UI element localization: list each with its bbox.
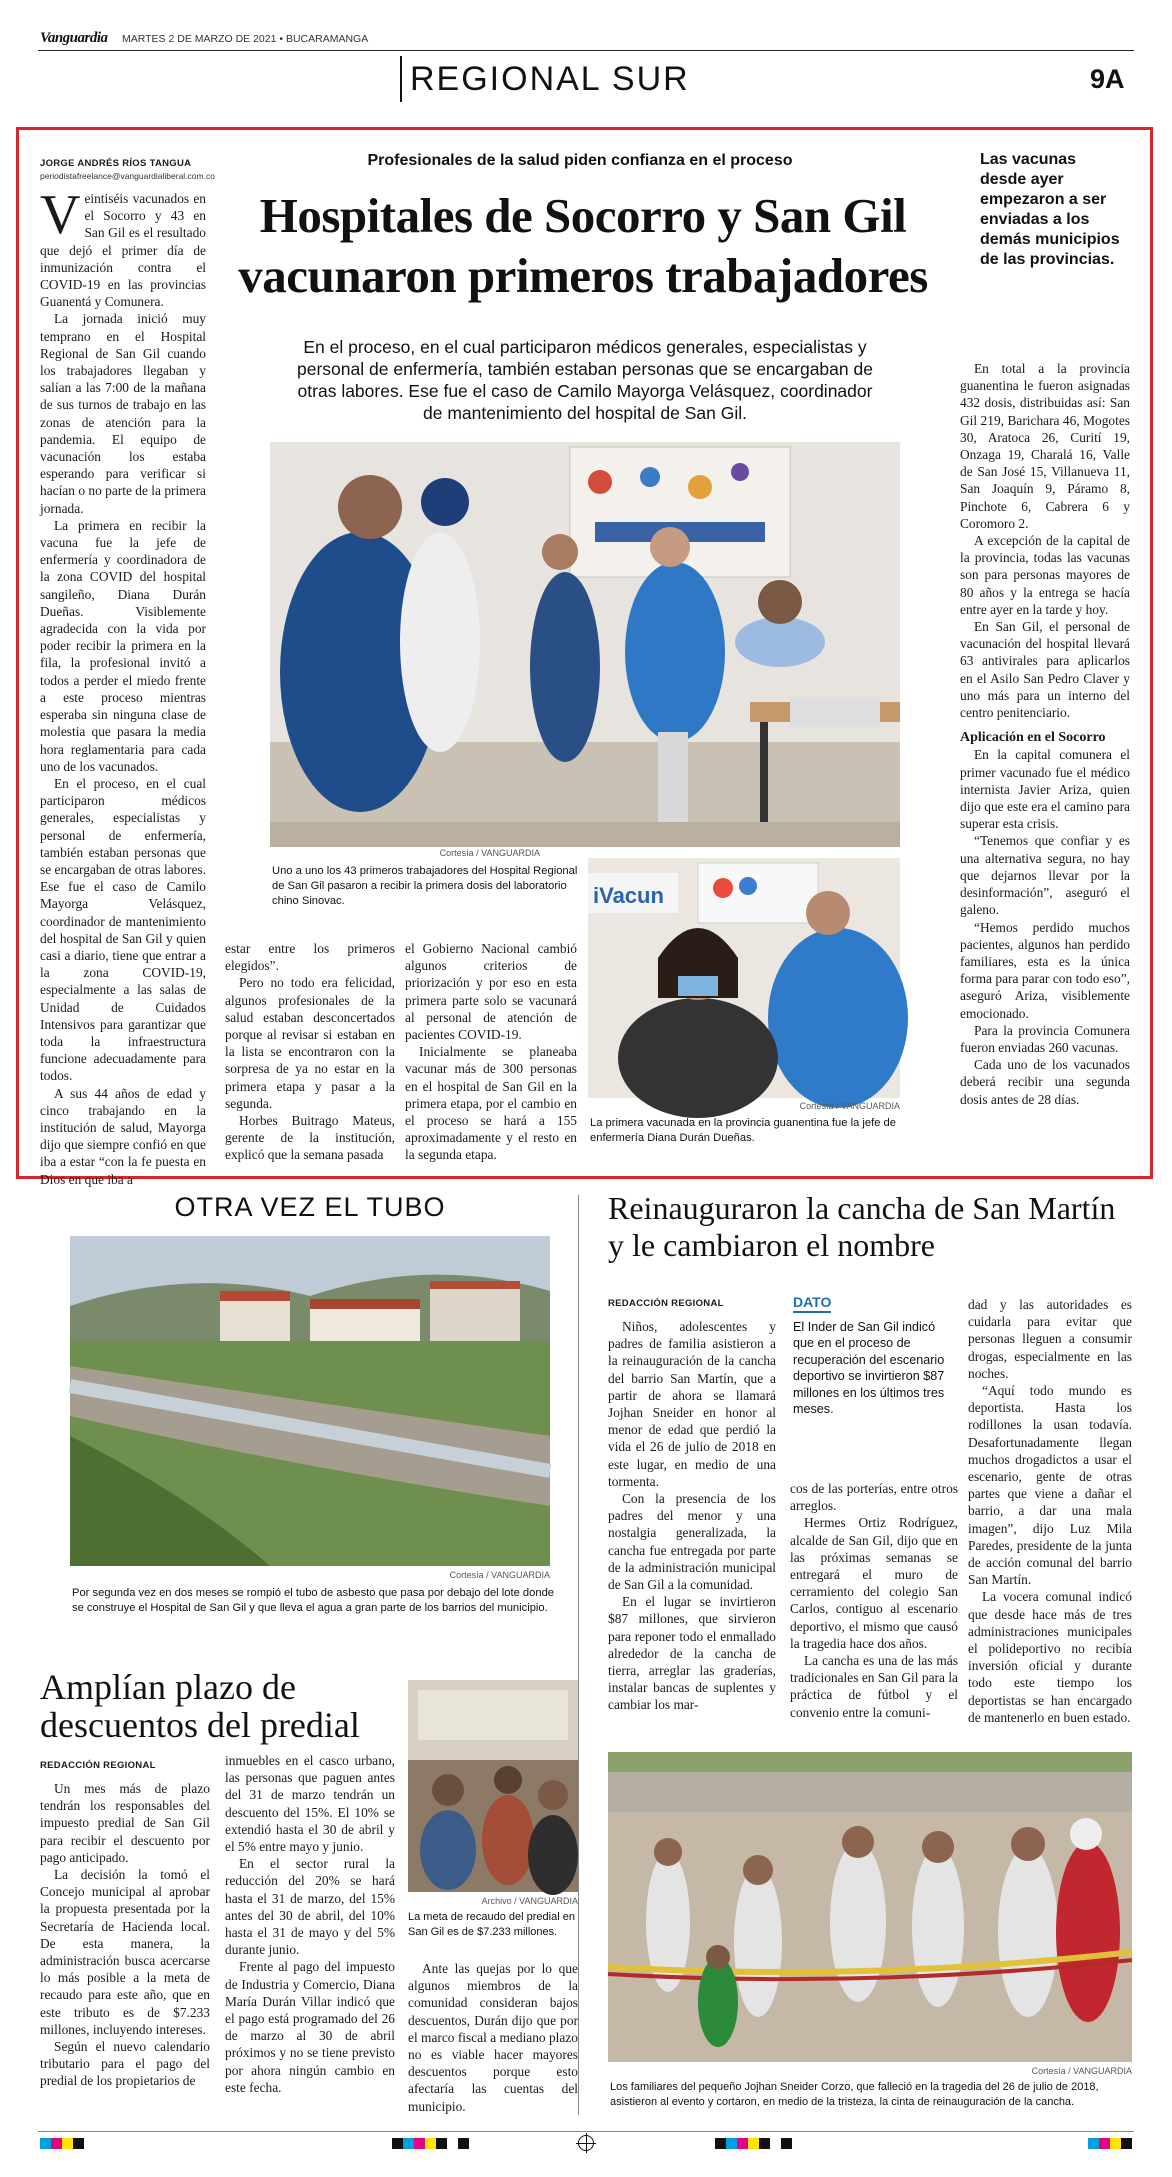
main-right-p2: A excepción de la capital de la provincia, todas las vacunas son para personas mayores de 80 años y la entrega se hacía entre ayer en la tarde y hoy. xyxy=(960,533,1130,617)
tubo-credit: Cortesía / VANGUARDIA xyxy=(449,1570,550,1580)
cancha-photo-credit: Cortesía / VANGUARDIA xyxy=(1031,2066,1132,2076)
photo-broken-pipe-illustration xyxy=(70,1236,550,1566)
tubo-caption: Por segunda vez en dos meses se rompió el tubo de asbesto que pasa por debajo del lote donde se construye el Hospital de San Gil y que lleva el agua a gran parte de los barrios del municipio. xyxy=(72,1587,555,1614)
main-right-p6: “Hemos perdido muchos pacientes, algunos han perdido familiares, esta es la única forma para parar con todo eso”, aseguró Ariza, visiblemente emocionado. xyxy=(960,919,1130,1021)
predial-col3-p1: Ante las quejas por lo que algunos miembros de la comunidad consideran bajos descuentos, Durán dijo que por el marco fiscal a mediano plazo no es viable hacer mayores descuentos porque esto afectaría las cuentas del municipio. xyxy=(408,1961,578,2114)
photo1-caption: Uno a uno los 43 primeros trabajadores del Hospital Regional de San Gil pasaron a recibir la primera dosis del laboratorio chino Sinovac. xyxy=(272,865,578,907)
main-subhead: Aplicación en el Socorro xyxy=(960,730,1106,746)
cancha-col3-p1: dad y las autoridades es cuidarla para evitar que personas lleguen a consumir drogas, especialmente en las noches. xyxy=(968,1297,1132,1381)
header-rule xyxy=(38,50,1134,51)
cancha-col3-p2: “Aquí todo mundo es deportista. Hasta los rodillones la usan todavía. Desafortunadamente llegan muchos drogadictos a usar el escenario, gente de otras partes que viene a dañar el barrio, a dar una mala imagen”, dijo Luz Mila Paredes, presidente de la junta de acción comunal del barrio San Martín. xyxy=(968,1383,1132,1588)
main-right-p7: Para la provincia Comunera fueron enviadas 260 vacunas. xyxy=(960,1022,1130,1055)
cancha-col3-p3: La vocera comunal indicó que desde hace más de tres administraciones municipales el polideportivo no recibía inversión oficial y durante todo este tiempo los deportistas se han encargado de mantenerlo en buen estado. xyxy=(968,1589,1132,1725)
photo-ribbon-cutting-illustration xyxy=(608,1752,1132,2062)
color-bar-left xyxy=(392,2138,469,2149)
main-right-p5: “Tenemos que confiar y es una alternativa segura, no hay que dejarnos llevar por la desinformación”, aseguró el galeno. xyxy=(960,833,1130,918)
photo2-caption: La primera vacunada en la provincia guanentina fue la jefe de enfermería Diana Durán Dueñas. xyxy=(590,1117,897,1144)
main-byline-email: periodistafreelance@vanguardialiberal.com.co xyxy=(40,171,215,181)
main-right-p1: En total a la provincia guanentina le fueron asignadas 432 dosis, distribuidas así: San Gil 219, Barichara 46, Mogotes 30, Aratoca 26, Curití 19, Onzaga 19, Charalá 16, Valle de San José 15, Villanueva 11, San Joaquín 9, Páramo 8, Pinchote 6, Cabrera 6 y Coromoro 2. xyxy=(960,361,1130,531)
main-col1-first: eintiséis vacunados en el Socorro y 43 en San Gil es el resultado que dejó el primer día de inmunización contra el COVID-19 en las provincias Guanentá y Comunera. xyxy=(40,191,206,310)
predial-col2-p3: Frente al pago del impuesto de Industria y Comercio, Diana María Durán Villar indicó que el pago está programado del 26 de marzo al 30 de abril próximos y no se tiene previsto por ahora ningún cambio en este fecha. xyxy=(225,1959,395,2095)
drop-cap: V xyxy=(40,184,81,246)
main-column-1 xyxy=(40,184,206,1187)
photo-predial-office-illustration xyxy=(408,1680,578,1892)
predial-column-1 xyxy=(40,1780,210,2112)
main-col1-p3: La primera en recibir la vacuna fue la jefe de enfermería y coordinadora de la zona COVID del hospital sangileño, Diana Durán Dueñas. Visiblemente agradecida con la vida por poder recibir la primera en la fila, la profesional invitó a todos a perder el miedo frente a este proceso mientras esperaba sin ninguna clase de molestia que pasara la media hora reglamentaria para cada uno de los vacunados. xyxy=(40,517,206,774)
main-headline: Hospitales de Socorro y San Gil vacunaron primeros trabajadores xyxy=(238,188,928,303)
svg-text:iVacun: iVacun xyxy=(593,883,664,908)
main-col2-p2: Pero no todo era felicidad, algunos profesionales de la salud estaban desconcertados porque al revisar si estaban en la lista se encontraron con la sorpresa de ya no estar en la primera etapa y pasar a la segunda. xyxy=(225,975,395,1111)
predial-byline: REDACCIÓN REGIONAL xyxy=(40,1760,156,1771)
section-title: REGIONAL SUR xyxy=(410,60,690,98)
predial-col1-p3: Según el nuevo calendario tributario para el pago del predial de los propietarios de xyxy=(40,2039,210,2089)
main-deck: En el proceso, en el cual participaron médicos generales, especialistas y personal de enfermería, también estaban personas que se encargaban de otras labores. Ese fue el caso de Camilo Mayorga Velásquez, coordinador de mantenimiento del hospital de San Gil. xyxy=(297,337,873,423)
footer-rule xyxy=(38,2131,1134,2132)
photo-ribbon-cutting xyxy=(608,1752,1132,2062)
cancha-col1-p3: En el lugar se invirtieron $87 millones, que sirvieron para reponer todo el enmallado alrededor de la cancha de tierra, arreglar las graderías, instalar bancas de suplentes y cambiar los mar- xyxy=(608,1594,776,1713)
predial-col1-p1: Un mes más de plazo tendrán los responsables del impuesto predial de San Gil para recibir el descuento por pago anticipado. xyxy=(40,1781,210,1865)
cancha-byline: REDACCIÓN REGIONAL xyxy=(608,1298,724,1309)
main-col1-p5: A sus 44 años de edad y cinco trabajando en la institución de salud, Mayorga dijo que siempre confió en que iba a estar “con la fe puesta en Dios en que iba a xyxy=(40,1085,206,1187)
cancha-headline: Reinauguraron la cancha de San Martín y le cambiaron el nombre xyxy=(608,1190,1116,1263)
main-col1-p2: La jornada inició muy temprano en el Hospital Regional de San Gil cuando los trabajadores llegaban y salían a las 7:00 de la mañana de sus turnos de trabajo en las zonas de atención para la pandemia. El equipo de vacunación los estaba esperando para verificar si hacían o no parte de la primera jornada. xyxy=(40,311,206,516)
predial-column-2 xyxy=(225,1752,395,2112)
predial-col1-p2: La decisión la tomó el Concejo municipal al aprobar la propuesta presentada por la Secretaría de Hacienda local. De esta manera, la administración busca acercarse lo más posible a la meta de recaudo para este año, que en este tributo es de $7.233 millones, incluyendo intereses. xyxy=(40,1867,210,2037)
cancha-col2-p3: La cancha es una de las más tradicionales en San Gil para la práctica de fútbol y el convenio entre la comuni- xyxy=(790,1653,958,1720)
cancha-column-1 xyxy=(608,1318,776,1748)
predial-photo-credit: Archivo / VANGUARDIA xyxy=(481,1896,578,1906)
main-col3-p2: Inicialmente se planeaba vacunar más de 300 personas en el hospital de San Gil en la primera etapa, por el cambio en el proceso se hará a 155 aproximadamente y el resto en la segunda etapa. xyxy=(405,1044,577,1163)
registration-mark-icon xyxy=(578,2135,594,2151)
section-divider xyxy=(400,56,402,102)
cancha-col1-p1: Niños, adolescentes y padres de familia asistieron a la reinauguración de la cancha del barrio San Martín, que a partir de ahora se llamará Jojhan Sneider en honor al menor de edad que perdió la vida el 26 de julio de 2018 en este lugar, en medio de una tormenta. xyxy=(608,1319,776,1489)
predial-col2-p2: En el sector rural la reducción del 20% se hará hasta el 31 de marzo, del 15% antes del 30 de abril, del 10% hasta el 31 de mayo y del 5% durante junio. xyxy=(225,1856,395,1958)
photo-vaccination-room xyxy=(270,442,900,847)
main-column-right xyxy=(960,360,1130,1160)
masthead-logo[interactable]: Vanguardia xyxy=(40,30,108,46)
page-number: 9A xyxy=(1090,64,1125,94)
predial-col2-p1: inmuebles en el casco urbano, las personas que paguen antes del 31 de marzo tendrán un descuento del 15%. El 10% se extendió hasta el 30 de abril y el 5% entre mayo y junio. xyxy=(225,1753,395,1855)
dato-label: DATO xyxy=(793,1294,831,1313)
main-byline-name: JORGE ANDRÉS RÍOS TANGUA xyxy=(40,158,192,169)
main-right-p8: Cada uno de los vacunados deberá recibir una segunda dosis antes de 28 días. xyxy=(960,1057,1130,1107)
photo-broken-pipe xyxy=(70,1236,550,1566)
color-bar-right xyxy=(715,2138,792,2149)
cancha-column-3 xyxy=(968,1296,1132,1748)
main-pull-quote: Las vacunas desde ayer empezaron a ser enviadas a los demás municipios de las provincias. xyxy=(980,151,1120,268)
lower-column-divider xyxy=(578,1195,579,2115)
date-line: MARTES 2 DE MARZO DE 2021 • BUCARAMANGA xyxy=(122,33,369,45)
cancha-photo-caption: Los familiares del pequeño Jojhan Sneider Corzo, que falleció en la tragedia del 26 de julio de 2018, asistieron al evento y cortaron, en medio de la tristeza, la cinta de reinauguración de la cancha. xyxy=(610,2081,1099,2108)
tubo-title: OTRA VEZ EL TUBO xyxy=(174,1192,446,1222)
main-col3-p1: el Gobierno Nacional cambió algunos criterios de priorización y por eso en esta primera parte solo se vacunará al personal de atención de pacientes COVID-19. xyxy=(405,941,577,1043)
photo2-credit: Cortesía / VANGUARDIA xyxy=(799,1101,900,1111)
photo-first-vaccinated-illustration xyxy=(588,858,900,1098)
main-kicker: Profesionales de la salud piden confianza en el proceso xyxy=(367,152,793,169)
predial-photo-caption: La meta de recaudo del predial en San Gil es de $7.233 millones. xyxy=(408,1911,575,1938)
main-col1-p4: En el proceso, en el cual participaron médicos generales, especialistas y personal de enfermería, también estaban personas que se encargaban de otras labores. Ese fue el caso de Camilo Mayorga Velásquez, coordinador de mantenimiento del hospital de San Gil y quien casi a diario, tiene que entrar a la zona COVID-19, especialmente a las salas de Unidad de Cuidados Intensivos para garantizar que toda la infraestructura funcione adecuadamente para todos. xyxy=(40,775,206,1084)
cancha-col1-p2: Con la presencia de los padres del menor y una nostalgia generalizada, la cancha fue entregada por parte de la administración municipal de San Gil a la comunidad. xyxy=(608,1491,776,1593)
main-right-p3: En San Gil, el personal de vacunación del hospital llevará 63 antivirales para aplicarlos en el Asilo San Pedro Claver y uno más para un interno del centro penitenciario. xyxy=(960,619,1130,721)
cancha-column-2 xyxy=(790,1480,958,1748)
dato-box xyxy=(793,1292,953,1417)
main-column-3 xyxy=(405,940,577,1163)
main-col2-p1: estar entre los primeros elegidos”. xyxy=(225,941,395,974)
cancha-col2-p2: Hermes Ortiz Rodríguez, alcalde de San Gil, dijo que en las próximas semanas se entregará el muro de cerramiento del colegio San Carlos, contiguo al escenario deportivo, el mismo que causó la tragedia hace dos años. xyxy=(790,1515,958,1651)
dato-text: El Inder de San Gil indicó que en el proceso de recuperación del escenario deportivo se invirtieron $87 millones en los últimos tres meses. xyxy=(793,1320,945,1417)
predial-headline: Amplían plazo de descuentos del predial xyxy=(40,1667,360,1745)
color-bar-far-left xyxy=(40,2138,84,2149)
main-right-p4: En la capital comunera el primer vacunado fue el médico internista Javier Ariza, quien dijo que este era el camino para superar esta crisis. xyxy=(960,747,1130,832)
photo-first-vaccinated xyxy=(588,858,900,1098)
main-column-2 xyxy=(225,940,395,1163)
photo1-credit: Cortesía / VANGUARDIA xyxy=(439,848,540,858)
photo-vaccination-room-illustration xyxy=(270,442,900,847)
cancha-col2-p1: cos de las porterías, entre otros arreglos. xyxy=(790,1481,958,1514)
main-col2-p3: Horbes Buitrago Mateus, gerente de la institución, explicó que la semana pasada xyxy=(225,1113,395,1163)
color-bar-far-right xyxy=(1088,2138,1132,2149)
predial-column-3 xyxy=(408,1960,578,2112)
photo-predial-office xyxy=(408,1680,578,1892)
